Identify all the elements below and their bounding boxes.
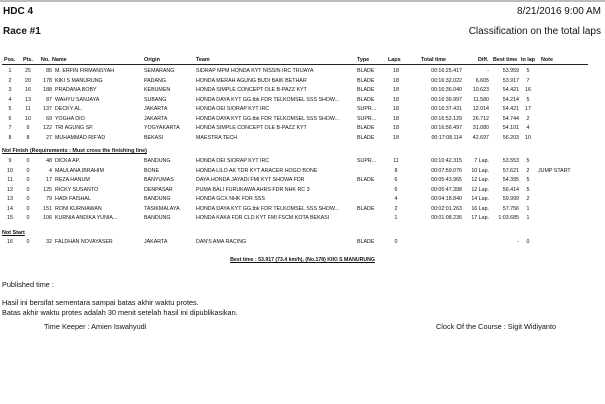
cell-no: 151 — [43, 205, 52, 212]
cell-team: HONDA KAKA FDR CLD KYT FMI FSCM KOTA BEKASI — [196, 215, 330, 221]
cell-type: BLADE — [357, 68, 375, 74]
cell-type: BLADE — [357, 177, 375, 183]
cell-best: 54.101 — [502, 125, 519, 131]
col-pos: Pos. — [4, 57, 16, 63]
col-type: Type — [357, 57, 370, 63]
cell-name: YOGHA DIO — [55, 115, 85, 122]
cell-diff: 6.605 — [475, 77, 489, 84]
cell-pts: 11 — [25, 106, 31, 112]
cell-pos: 8 — [8, 134, 12, 141]
cell-pts: 25 — [25, 68, 31, 74]
result-row — [0, 96, 605, 104]
cell-best: 54.421 — [502, 87, 519, 93]
cell-total: 00:02:01.263 — [431, 205, 462, 212]
cell-no: 137 — [43, 106, 52, 112]
result-row — [0, 105, 605, 113]
cell-name: KURNIA ANDIKA YUNIA... — [55, 215, 118, 221]
cell-inlap: 7 — [526, 77, 530, 84]
cell-no: 48 — [46, 158, 52, 164]
cell-team: PUMA BALI FURUKAWA AHRS FDR NHK RC 3 — [196, 186, 310, 193]
cell-total: 00:16:52.129 — [431, 115, 462, 122]
cell-type: BLADE — [357, 134, 375, 141]
cell-origin: SEMARANG — [144, 68, 175, 74]
cell-team: MAESTRA TECH — [196, 134, 238, 141]
cell-name: RICKY SUSANTO — [55, 186, 99, 193]
cell-origin: BONE — [144, 167, 160, 174]
cell-type: BLADE — [357, 205, 375, 212]
cell-team: HONDA OEI SIORAP KYT IRC — [196, 106, 270, 112]
cell-pts: 9 — [26, 125, 30, 131]
page-top-border — [0, 0, 605, 2]
col-pts: Pts. — [23, 57, 33, 63]
cell-pos: 11 — [7, 177, 13, 183]
timekeeper-signature: Time Keeper : Amien Iswahyudi — [44, 322, 147, 331]
cell-no: 32 — [46, 239, 52, 245]
cell-best: 1:03.685 — [498, 215, 519, 221]
col-no: No. — [41, 57, 50, 63]
result-row — [0, 134, 605, 142]
cell-pos: 7 — [8, 125, 12, 131]
cell-pts: 0 — [26, 196, 30, 202]
cell-best: 54.744 — [502, 115, 519, 122]
cell-no: 4 — [49, 167, 52, 174]
cell-name: MAULANA IBRAHIM — [55, 167, 104, 174]
cell-pts: 16 — [25, 87, 31, 93]
cell-laps: 18 — [393, 125, 399, 131]
cell-diff: 11.580 — [473, 96, 489, 103]
cell-total: 00:04:18.840 — [431, 196, 462, 202]
result-row — [0, 176, 605, 184]
cell-laps: 4 — [394, 196, 398, 202]
cell-team: HONDA OEI SIORAP KYT IRC — [196, 158, 270, 164]
col-laps: Laps — [388, 57, 401, 63]
cell-name: MUHAMMAD RIF'AD — [55, 134, 106, 141]
result-row — [0, 157, 605, 165]
cell-name: DECKY AL. — [55, 106, 83, 112]
cell-best: 57.621 — [502, 167, 519, 174]
cell-pos: 2 — [8, 77, 12, 84]
cell-origin: BANYUMAS — [144, 177, 174, 183]
cell-laps: 6 — [394, 186, 398, 193]
cell-origin: PADANG — [144, 77, 166, 84]
cell-diff: - — [487, 68, 489, 74]
cell-team: HONDA MERAH AGUNG BUDI BAIK BETHAR — [196, 77, 307, 84]
cell-inlap: 2 — [526, 196, 530, 202]
cell-laps: 2 — [394, 205, 398, 212]
cell-diff: 42.697 — [472, 134, 489, 141]
cell-team: HONDA DAYA KYT GG.tbk FDR TELKOMSEL SSS SHOW... — [196, 96, 340, 103]
not-start-heading: Not Start — [2, 230, 25, 236]
cell-diff: 16 Lap. — [471, 205, 489, 212]
cell-total: 00:10:42.315 — [431, 158, 462, 164]
cell-diff: 12.014 — [472, 106, 489, 112]
cell-team: HONDA SIMPLE CONCEPT OLE B-PAZZ KYT — [196, 125, 307, 131]
cell-no: 17 — [46, 177, 52, 183]
header-divider — [2, 64, 588, 65]
cell-origin: TASIKMALAYA — [144, 205, 180, 212]
cell-origin: KEBUMEN — [144, 87, 171, 93]
cell-total: 00:16:56.497 — [431, 125, 462, 131]
cell-total: 00:07:59.076 — [431, 167, 462, 174]
col-name: Name — [52, 57, 67, 63]
col-note: Note — [541, 57, 553, 63]
cell-type: BLADE — [357, 77, 375, 84]
result-row — [0, 67, 605, 75]
cell-best: 57.756 — [502, 205, 519, 212]
cell-best: 54.395 — [502, 177, 519, 183]
cell-note: JUMP START — [538, 167, 571, 174]
cell-laps: 18 — [393, 134, 399, 141]
result-row — [0, 238, 605, 246]
cell-team: HONDA LILO AK TDR KYT ARACER HOGO BONE — [196, 167, 318, 174]
cell-name: PRADANA BOBY — [55, 87, 97, 93]
cell-pos: 1 — [8, 68, 12, 74]
cell-pos: 10 — [7, 167, 13, 174]
cell-best: 56.414 — [502, 186, 519, 193]
cell-type: BLADE — [357, 125, 375, 131]
cell-no: 85 — [46, 68, 52, 74]
cell-inlap: 1 — [526, 205, 530, 212]
cell-pts: 0 — [26, 205, 30, 212]
cell-origin: JAKARTA — [144, 239, 168, 245]
result-row — [0, 124, 605, 132]
result-row — [0, 86, 605, 94]
cell-pts: 10 — [25, 115, 31, 122]
cell-inlap: 2 — [526, 115, 530, 122]
cell-origin: YOGYAKARTA — [144, 125, 180, 131]
cell-name: WAHYU SANJAYA — [55, 96, 100, 103]
cell-inlap: 10 — [525, 134, 531, 141]
cell-team: DAN'S AMA RACING — [196, 239, 247, 245]
cell-best: 56.203 — [502, 134, 519, 141]
result-row — [0, 195, 605, 203]
cell-inlap: 2 — [526, 167, 530, 174]
cell-name: RONI KURNIAWAN — [55, 205, 102, 212]
cell-total: 00:16:37.431 — [431, 106, 462, 112]
cell-laps: 18 — [393, 96, 399, 103]
cell-pos: 14 — [7, 205, 13, 212]
result-row — [0, 167, 605, 175]
cell-pts: 20 — [25, 77, 31, 84]
cell-origin: DENPASAR — [144, 186, 173, 193]
cell-team: HONDA GCX NHK FDR SSS — [196, 196, 265, 202]
cell-no: 106 — [43, 215, 52, 221]
cell-no: 125 — [43, 186, 52, 193]
cell-name: M. ERFIN FIRMANSYAH — [55, 68, 115, 74]
cell-diff: 12 Lap. — [471, 186, 489, 193]
cell-inlap: 17 — [525, 106, 531, 112]
cell-no: 69 — [46, 115, 52, 122]
result-row — [0, 214, 605, 222]
cell-origin: BANDUNG — [144, 215, 171, 221]
cell-origin: SUBANG — [144, 96, 167, 103]
cell-pos: 6 — [8, 115, 12, 122]
cell-type: BLADE — [357, 87, 375, 93]
cell-inlap: 4 — [526, 125, 530, 131]
best-time-line: Best time : 53.917 (73.4 km/h), (No.178) KIKI S MANURUNG — [230, 257, 375, 263]
cell-pts: 0 — [26, 177, 30, 183]
cell-diff: 10 Lap. — [471, 167, 489, 174]
cell-pos: 13 — [7, 196, 13, 202]
cell-laps: 11 — [393, 158, 399, 164]
result-row — [0, 115, 605, 123]
cell-name: HADI FAISHAL — [55, 196, 91, 202]
note-line-2: Batas akhir waktu protes adalah 30 menit setelah hasil ini dipublikasikan. — [2, 308, 238, 317]
cell-best: 54.421 — [502, 106, 519, 112]
cell-laps: 6 — [394, 177, 398, 183]
cell-origin: JAKARTA — [144, 115, 168, 122]
cell-inlap: 5 — [526, 158, 530, 164]
cell-type: SUPR... — [357, 158, 377, 164]
cell-diff: 14 Lap. — [471, 196, 489, 202]
cell-origin: BANDUNG — [144, 196, 171, 202]
cell-team: HONDA DAYA KYT GG.tbk FDR TELKOMSEL SSS SHOW... — [196, 115, 340, 122]
cell-type: SUPR... — [357, 115, 377, 122]
cell-team: HONDA SIMPLE CONCEPT OLE B-PAZZ KYT — [196, 87, 307, 93]
result-row — [0, 77, 605, 85]
cell-inlap: 0 — [526, 239, 530, 245]
cell-inlap: 1 — [526, 215, 530, 221]
col-total: Total time — [421, 57, 447, 63]
cell-total: 00:01:08.236 — [431, 215, 462, 221]
cell-total: 00:17:08.114 — [431, 134, 462, 141]
cell-pts: 0 — [26, 215, 30, 221]
cell-best: 53.959 — [502, 68, 519, 74]
cell-total: 00:05:43.965 — [431, 177, 462, 183]
cell-pts: 0 — [26, 167, 30, 174]
cell-name: DICKA AP. — [55, 158, 80, 164]
cell-team: DAYA HONDA JAYADI FMI KYT SHOWA FDR — [196, 177, 305, 183]
cell-laps: 18 — [393, 87, 399, 93]
cell-best: 53.553 — [502, 158, 519, 164]
cell-pts: 0 — [26, 186, 30, 193]
cell-laps: 1 — [394, 215, 398, 221]
cell-total: 00:05:47.398 — [431, 186, 462, 193]
cell-diff: 10.623 — [472, 87, 489, 93]
cell-laps: 18 — [393, 106, 399, 112]
cell-no: 188 — [43, 87, 52, 93]
cell-diff: 12 Lap. — [471, 177, 489, 183]
cell-laps: 18 — [393, 115, 399, 122]
cell-best: - — [517, 239, 519, 245]
race-title: Race #1 — [3, 26, 41, 37]
col-diff: Diff. — [478, 57, 489, 63]
cell-laps: 18 — [393, 68, 399, 74]
cell-pos: 16 — [7, 239, 13, 245]
cell-pos: 9 — [8, 158, 12, 164]
cell-no: 27 — [46, 134, 52, 141]
cell-total: 00:16:32.022 — [431, 77, 462, 84]
cell-diff: 7 Lap. — [474, 158, 489, 164]
cell-diff: 26.712 — [472, 115, 489, 122]
cell-origin: BANDUNG — [144, 158, 171, 164]
cell-pts: 8 — [26, 134, 30, 141]
cell-name: KIKI S MANURUNG — [55, 77, 103, 84]
col-best: Best time — [493, 57, 518, 63]
cell-no: 122 — [43, 125, 52, 131]
cell-pos: 15 — [7, 215, 13, 221]
cell-pts: 0 — [26, 158, 30, 164]
cell-best: 59.999 — [502, 196, 519, 202]
cell-pos: 4 — [8, 96, 12, 103]
cell-name: REZA HANUM — [55, 177, 90, 183]
cell-total: 00:16:36.040 — [431, 87, 462, 93]
cell-no: 79 — [46, 196, 52, 202]
cell-best: 53.917 — [502, 77, 519, 84]
cell-pos: 12 — [7, 186, 13, 193]
not-finish-heading: Not Finish (Requirements : Must cross the finishing line) — [2, 148, 147, 154]
cell-inlap: 5 — [526, 177, 530, 183]
cell-inlap: 5 — [526, 68, 530, 74]
note-line-1: Hasil ini bersifat sementara sampai batas akhir waktu protes. — [2, 298, 199, 307]
report-datetime: 8/21/2016 9:00 AM — [517, 6, 601, 17]
cell-diff: 17 Lap. — [471, 215, 489, 221]
cell-name: TRI AGUNG SP. — [55, 125, 94, 131]
cell-no: 87 — [46, 96, 52, 103]
classification-title: Classification on the total laps — [468, 26, 601, 37]
event-title: HDC 4 — [3, 6, 34, 17]
cell-inlap: 5 — [526, 96, 530, 103]
cell-best: 54.214 — [502, 96, 519, 103]
cell-pos: 3 — [8, 87, 12, 93]
cell-pos: 5 — [8, 106, 12, 112]
cell-pts: 13 — [25, 96, 31, 103]
cell-origin: JAKARTA — [144, 106, 168, 112]
clerk-signature: Clock Of the Course : Sigit Widiyanto — [436, 322, 557, 331]
result-row — [0, 205, 605, 213]
col-inlap: In lap — [521, 57, 536, 63]
cell-type: SUPR... — [357, 106, 377, 112]
cell-laps: 0 — [394, 239, 398, 245]
cell-team: HONDA DAYA KYT GG.tbk FDR TELKOMSEL SSS SHOW... — [196, 205, 340, 212]
cell-total: 00:16:36.997 — [431, 96, 462, 103]
cell-inlap: 16 — [525, 87, 531, 93]
cell-diff: 31.080 — [472, 125, 489, 131]
col-team: Team — [196, 57, 210, 63]
published-time: Published time : — [2, 280, 54, 289]
cell-origin: BEKASI — [144, 134, 164, 141]
cell-total: 00:16:25.417 — [431, 68, 462, 74]
cell-laps: 8 — [394, 167, 398, 174]
cell-pts: 0 — [26, 239, 30, 245]
result-row — [0, 186, 605, 194]
cell-type: BLADE — [357, 96, 375, 103]
cell-type: BLADE — [357, 239, 375, 245]
cell-laps: 18 — [393, 77, 399, 84]
cell-no: 178 — [43, 77, 52, 84]
cell-inlap: 5 — [526, 186, 530, 193]
cell-team: SIDRAP MPM HONDA KYT NISSIN IRC TRIJAYA — [196, 68, 314, 74]
col-origin: Origin — [144, 57, 160, 63]
cell-name: FALDHAN NOVAYASER — [55, 239, 113, 245]
